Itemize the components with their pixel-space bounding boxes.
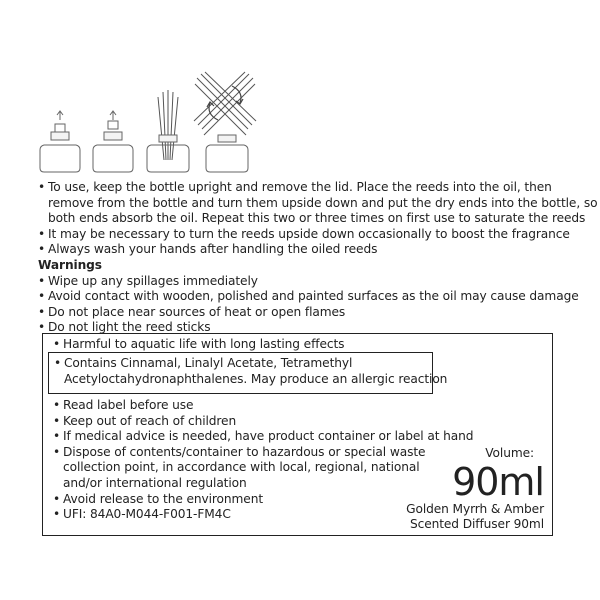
remove-lid-icon xyxy=(93,111,133,172)
allergen-box xyxy=(48,352,448,394)
instruction-wash-hands: • Always wash your hands after handling the oiled reeds xyxy=(38,242,568,258)
warning-item: • Do not light the reed sticks xyxy=(38,320,568,336)
flip-reeds-icon xyxy=(194,72,256,172)
closed-bottle-icon xyxy=(40,111,80,172)
hazard-item: • Read label before use xyxy=(53,398,473,414)
hazard-item: • Keep out of reach of children xyxy=(53,414,473,430)
bottle-with-reeds-icon xyxy=(147,90,189,172)
volume-value: 90ml xyxy=(452,460,544,504)
volume-label: Volume: xyxy=(485,446,534,460)
allergen-line: • Contains Cinnamal, Linalyl Acetate, Tetramethyl xyxy=(54,356,432,372)
volume-block xyxy=(406,446,544,532)
product-name: Golden Myrrh & Amber xyxy=(406,502,544,516)
warning-item: • Avoid contact with wooden, polished and painted surfaces as the oil may cause damage xyxy=(38,289,568,305)
instruction-turn-reeds: • It may be necessary to turn the reeds upside down occasionally to boost the fragrance xyxy=(38,227,568,243)
instruction-usage xyxy=(38,180,568,196)
usage-illustrations xyxy=(0,0,600,180)
hazard-box xyxy=(42,333,553,536)
allergen-line: Acetyloctahydronaphthalenes. May produce an allergic reaction xyxy=(64,371,448,386)
instruction-line: both ends absorb the oil. Repeat this two or three times on first use to saturate the reeds xyxy=(48,211,586,226)
hazard-aquatic: • Harmful to aquatic life with long lasting effects xyxy=(53,337,344,353)
hazard-item-line: and/or international regulation xyxy=(63,475,247,490)
product-description: Scented Diffuser 90ml xyxy=(409,517,544,531)
hazard-item: • Dispose of contents/container to hazardous or special waste xyxy=(53,445,473,461)
ufi-code: • UFI: 84A0-M044-F001-FM4C xyxy=(53,507,473,523)
hazard-item-line: collection point, in accordance with local, regional, national xyxy=(63,460,420,475)
instruction-line: To use, keep the bottle upright and remove the lid. Place the reeds into the oil, then xyxy=(48,180,552,194)
warnings-heading: Warnings xyxy=(38,257,102,272)
hazard-item: • Avoid release to the environment xyxy=(53,492,473,508)
warning-item: • Do not place near sources of heat or open flames xyxy=(38,305,568,321)
warning-item: • Wipe up any spillages immediately xyxy=(38,274,568,290)
instruction-line: remove from the bottle and turn them upside down and put the dry ends into the bottle, so xyxy=(48,195,598,210)
instructions xyxy=(38,180,598,336)
hazard-item: • If medical advice is needed, have product container or label at hand xyxy=(53,429,473,445)
